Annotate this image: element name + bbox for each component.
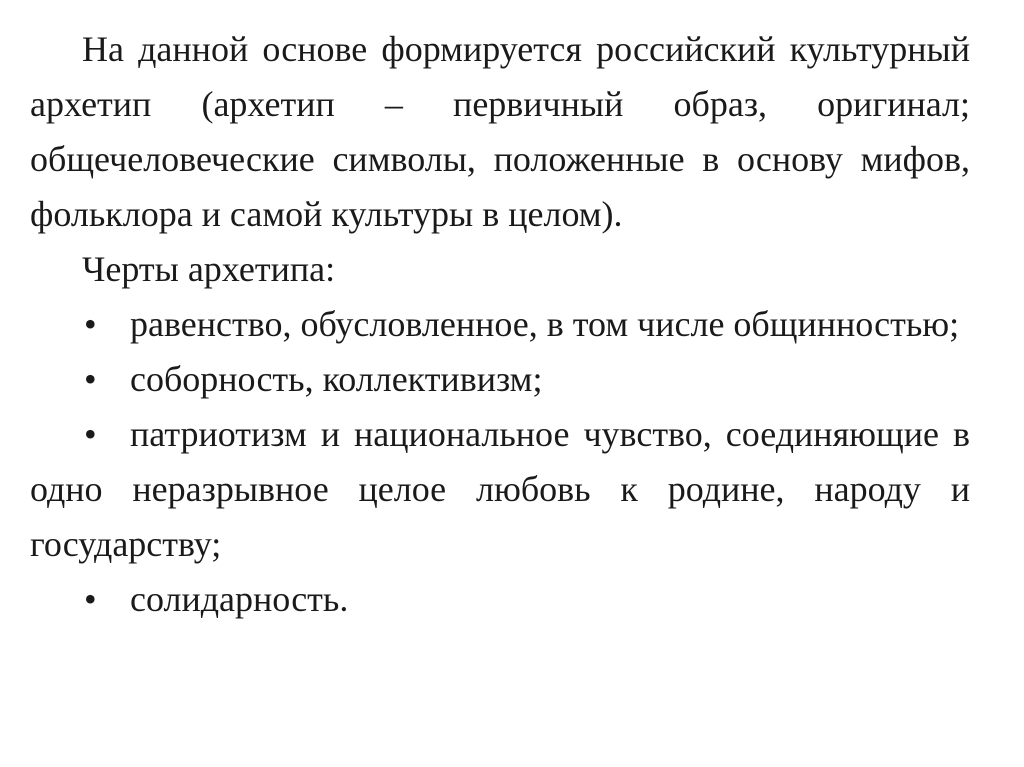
bullet-icon: • (84, 359, 97, 399)
list-item-patriotism (30, 407, 970, 572)
traits-heading: Черты архетипа: (82, 249, 336, 289)
bullet-icon: • (84, 414, 97, 454)
bullet-icon: • (84, 579, 97, 619)
list-item-solidarity (30, 572, 970, 627)
document-page (30, 22, 970, 627)
list-item-text: патриотизм и национальное чувство, соединяющие в одно неразрывное целое любовь к родине, народу и государству; (30, 414, 970, 564)
list-item-text: солидарность. (130, 579, 349, 619)
list-item-text: соборность, коллективизм; (130, 359, 543, 399)
list-item-text: равенство, обусловленное, в том числе общинностью; (130, 304, 960, 344)
intro-paragraph: На данной основе формируется российский культурный архетип (архетип – первичный образ, оригинал; общечеловеческие символы, положенные в основу мифов, фольклора и самой культуры в целом). (30, 29, 970, 234)
bullet-icon: • (84, 304, 97, 344)
list-item-collectivism (30, 352, 970, 407)
list-item-equality (30, 297, 970, 352)
